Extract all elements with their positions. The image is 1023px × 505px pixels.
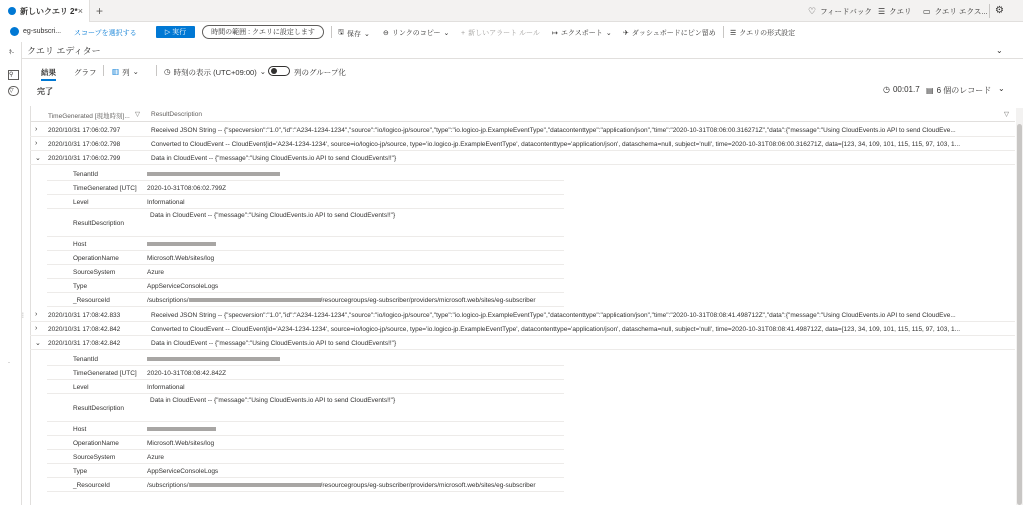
expand-results-icon[interactable]: ⌄ <box>998 84 1005 93</box>
chevron-down-icon: ⌄ <box>132 67 139 76</box>
save-button[interactable]: 🖫 保存 ⌄ <box>338 29 370 38</box>
tab-title: 新しいクエリ 2* <box>20 6 78 16</box>
duration: ◷ 00:01.7 <box>883 85 920 94</box>
column-header-resultdescription[interactable]: ResultDescription <box>151 111 202 118</box>
tab-query[interactable] <box>0 0 90 22</box>
record-count: ▤ 6 個のレコード <box>926 86 992 95</box>
chevron-right-icon[interactable]: › <box>35 311 38 318</box>
heart-icon: ♡ <box>808 6 817 16</box>
search-icon[interactable]: ⚲ <box>8 70 19 80</box>
link-icon: ⊖ <box>383 30 389 37</box>
table-row[interactable]: › 2020/10/31 17:08:42.842 Converted to CloudEvent -- CloudEvent{id='A234-1234-1234', source=io/logico-jp/source, type='io.logico-jp.ExampleEventType', datacontenttype='application/json', dataschema=null, subject='null', time=2020-10-31T08:08:41.498712Z, data=[123, 34, 109, 101, 115, 115, 97, 103, 1... <box>30 323 1015 336</box>
redacted-value <box>147 171 280 178</box>
detail-row: _ResourceId /subscriptions/ /resourcegroups/eg-subscriber/providers/microsoft.web/sites/eg-subscriber <box>47 478 564 492</box>
list-icon: ☰ <box>878 7 886 16</box>
document-icon: ▤ <box>926 86 934 95</box>
detail-row: Type AppServiceConsoleLogs <box>47 279 564 293</box>
time-range-button[interactable]: 時間の範囲 : クエリに設定します <box>202 25 324 39</box>
divider <box>331 26 332 38</box>
detail-row: OperationName Microsoft.Web/sites/log <box>47 436 564 450</box>
redacted-value <box>147 241 216 248</box>
select-scope-link[interactable]: スコープを選択する <box>74 30 137 37</box>
filter-icon[interactable]: ▽ <box>1004 111 1009 118</box>
settings-gear-icon[interactable]: ⚙ <box>995 5 1004 16</box>
detail-row: OperationName Microsoft.Web/sites/log <box>47 251 564 265</box>
group-columns-label: 列のグループ化 <box>294 68 346 77</box>
chevron-right-icon[interactable]: › <box>35 140 38 147</box>
chevron-down-icon: ⌄ <box>259 67 266 76</box>
chevron-right-icon[interactable]: › <box>35 126 38 133</box>
grid-header <box>30 108 1015 122</box>
redacted-value <box>147 356 280 363</box>
scrollbar-thumb[interactable] <box>1017 124 1022 505</box>
chevron-right-icon[interactable]: › <box>35 325 38 332</box>
detail-row: ResultDescription Data in CloudEvent -- {"message":"Using CloudEvents.io API to send CloudEvents!!"} <box>47 394 564 422</box>
table-row[interactable]: › 2020/10/31 17:06:02.798 Converted to CloudEvent -- CloudEvent{id='A234-1234-1234', source=io/logico-jp/source, type='io.logico-jp.ExampleEventType', datacontenttype='application/json', dataschema=null, subject='null', time=2020-10-31T08:06:00.316271Z, data=[123, 34, 109, 101, 115, 115, 97, 103, 1... <box>30 138 1015 151</box>
row-detail <box>47 167 564 307</box>
collapse-editor-icon[interactable]: ⌄ <box>996 46 1003 55</box>
save-icon: 🖫 <box>338 29 344 36</box>
pin-dashboard-button[interactable]: ✈ ダッシュボードにピン留め <box>623 30 716 37</box>
redacted-value <box>189 483 321 487</box>
timezone-button[interactable]: ◷ 時刻の表示 (UTC+09:00) ⌄ <box>164 67 266 77</box>
divider <box>103 65 104 76</box>
chevron-down-icon: ⌄ <box>443 30 450 37</box>
detail-row: Level Informational <box>47 380 564 394</box>
detail-row: _ResourceId /subscriptions/ /resourcegroups/eg-subscriber/providers/microsoft.web/sites/eg-subscriber <box>47 293 564 307</box>
export-icon: ↦ <box>552 30 558 37</box>
new-alert-rule-button[interactable]: + 新しいアラート ルール <box>461 29 540 37</box>
detail-row: Type AppServiceConsoleLogs <box>47 464 564 478</box>
plus-icon: + <box>461 29 466 37</box>
tab-results[interactable]: 結果 <box>41 67 56 81</box>
divider <box>156 65 157 76</box>
query-editor-title: クエリ エディター <box>27 46 101 56</box>
divider <box>22 58 1023 59</box>
detail-row: Host <box>47 237 564 251</box>
detail-row: TenantId <box>47 352 564 366</box>
detail-row: TimeGenerated [UTC] 2020-10-31T08:06:02.799Z <box>47 181 564 195</box>
query-tab-icon <box>8 7 16 15</box>
divider <box>989 4 990 18</box>
column-header-timegenerated[interactable]: TimeGenerated [現地時刻]... <box>48 113 130 120</box>
clock-icon: ◷ <box>164 67 171 76</box>
columns-icon: ▥ <box>112 67 120 76</box>
run-button[interactable]: ▷ 実行 <box>156 26 195 38</box>
export-button[interactable]: ↦ エクスポート ⌄ <box>552 30 612 37</box>
redacted-value <box>147 426 216 433</box>
detail-row: SourceSystem Azure <box>47 450 564 464</box>
chevron-down-icon[interactable]: ⌄ <box>35 155 41 162</box>
copy-link-button[interactable]: ⊖ リンクのコピー ⌄ <box>383 30 450 37</box>
detail-row: SourceSystem Azure <box>47 265 564 279</box>
table-row[interactable]: › 2020/10/31 17:06:02.797 Received JSON String -- {"specversion":"1.0","id":"A234-1234-1234","source":"io/logico-jp/source","type":"io.logico-jp.ExampleEventType","datacontenttype":"application/json","time":"2020-10-31T08:06:00.316271Z","data":{"message":"Using CloudEvents.io API to send CloudEve... <box>30 124 1015 137</box>
workspace-icon <box>10 27 19 36</box>
tab-chart[interactable]: グラフ <box>74 68 97 77</box>
detail-row: TenantId <box>47 167 564 181</box>
stopwatch-icon: ◷ <box>883 85 890 94</box>
queries-button[interactable]: ☰ クエリ <box>878 7 912 16</box>
table-row[interactable]: ⌄ 2020/10/31 17:08:42.842 Data in CloudEvent -- {"message":"Using CloudEvents.io API to send CloudEvents!!"} <box>30 337 1015 350</box>
status-text: 完了 <box>37 87 53 96</box>
detail-row: Level Informational <box>47 195 564 209</box>
format-icon: ☰ <box>730 30 737 37</box>
group-columns-toggle[interactable] <box>268 66 290 76</box>
redacted-value <box>189 298 321 302</box>
chevron-down-icon: ⌄ <box>363 30 370 38</box>
pin-icon: ✈ <box>623 30 629 37</box>
scope-name: eg-subscri... <box>23 28 62 35</box>
chevron-down-icon[interactable]: ⌄ <box>35 340 41 347</box>
chevron-down-icon: ⌄ <box>605 30 612 37</box>
format-query-button[interactable]: ☰ クエリの形式設定 <box>730 30 796 37</box>
sidebar-dot: · <box>8 360 10 366</box>
detail-row: TimeGenerated [UTC] 2020-10-31T08:08:42.842Z <box>47 366 564 380</box>
detail-row: Host <box>47 422 564 436</box>
feedback-button[interactable]: ♡ フィードバック <box>808 6 872 16</box>
query-explorer-button[interactable]: ▭ クエリ エクス... <box>923 7 988 16</box>
detail-row: ResultDescription Data in CloudEvent -- {"message":"Using CloudEvents.io API to send CloudEvents!!"} <box>47 209 564 237</box>
divider <box>723 26 724 38</box>
explorer-icon: ▭ <box>923 7 931 16</box>
table-row[interactable]: ⌄ 2020/10/31 17:06:02.799 Data in CloudEvent -- {"message":"Using CloudEvents.io API to send CloudEvents!!"} <box>30 152 1015 165</box>
table-row[interactable]: › 2020/10/31 17:08:42.833 Received JSON String -- {"specversion":"1.0","id":"A234-1234-1234","source":"io/logico-jp/source","type":"io.logico-jp.ExampleEventType","datacontenttype":"application/json","time":"2020-10-31T08:08:41.498712Z","data":{"message":"Using CloudEvents.io API to send CloudEve... <box>30 309 1015 322</box>
sidebar-label: ｷ- <box>9 50 14 56</box>
row-detail <box>47 352 564 492</box>
columns-button[interactable]: ▥ 列 ⌄ <box>112 67 139 77</box>
filter-icon[interactable]: ▽ <box>8 86 19 96</box>
close-tab-icon[interactable]: × <box>77 6 83 16</box>
filter-icon[interactable]: ▽ <box>135 111 140 118</box>
resize-handle[interactable]: ⋮ <box>20 313 26 319</box>
new-tab-button[interactable]: + <box>96 4 104 18</box>
left-sidebar <box>0 42 22 505</box>
